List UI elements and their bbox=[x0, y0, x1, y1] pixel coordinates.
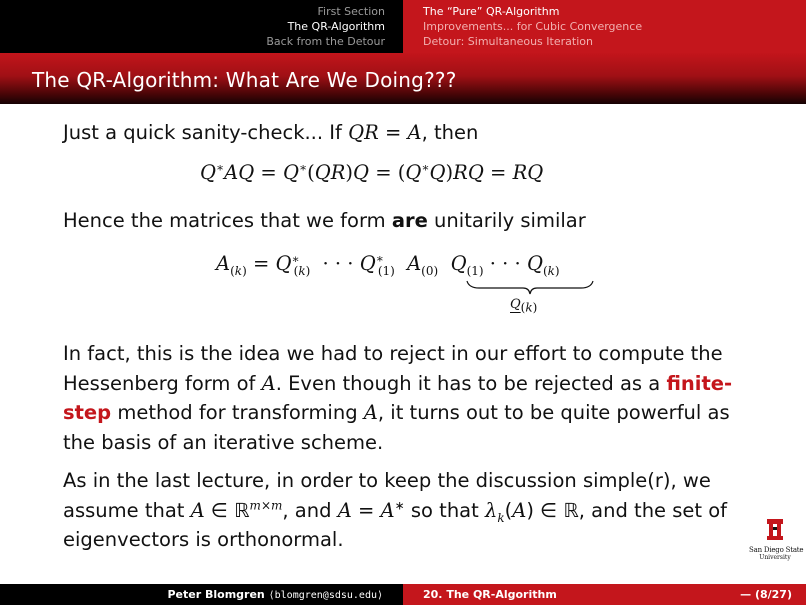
sanity-check-line: Just a quick sanity-check... If QR = A, then bbox=[63, 121, 479, 144]
nav-item-first-section[interactable]: First Section bbox=[317, 5, 385, 18]
nav-sections bbox=[0, 0, 403, 53]
sdsu-logo-icon bbox=[764, 518, 786, 542]
underbrace bbox=[465, 279, 595, 295]
equation-akplus: $A_{(k)} = Q^∗_{(k)}$ · · · $Q^∗_{(1)}$ $A_{(0)}$ $Q_{(1)}$ · · · $Q_{(k)}$ bbox=[216, 251, 560, 278]
alert-finite-step: finite-step bbox=[63, 371, 733, 424]
nav-subsections bbox=[403, 0, 806, 53]
footer-bar bbox=[0, 584, 806, 605]
hence-line: Hence the matrices that we form are unitarily similar bbox=[63, 209, 586, 232]
logo-text-2: University bbox=[759, 554, 791, 561]
footer-left bbox=[0, 584, 403, 605]
logo-text-1: San Diego State bbox=[749, 546, 804, 554]
nav-item-qr-algorithm[interactable]: The QR-Algorithm bbox=[287, 20, 385, 33]
nav-item-back-from-detour[interactable]: Back from the Detour bbox=[266, 35, 385, 48]
footer-section: 20. The QR-Algorithm bbox=[423, 588, 557, 601]
underbrace-label: $Q_{(k)}$ bbox=[510, 297, 538, 315]
footer-page-number: — (8/27) bbox=[740, 588, 792, 601]
nav-item-detour[interactable]: Detour: Simultaneous Iteration bbox=[423, 35, 593, 48]
footer-email: ⟨blomgren@sdsu.edu⟩ bbox=[268, 590, 383, 601]
equation-similarity: Q∗AQ = Q∗(QR)Q = (Q∗Q)RQ = RQ bbox=[200, 160, 544, 184]
footer-right bbox=[403, 584, 806, 605]
frame-title: The QR-Algorithm: What Are We Doing??? bbox=[32, 68, 457, 92]
frame-title-bar bbox=[0, 53, 806, 104]
top-navigation bbox=[0, 0, 806, 53]
nav-item-improvements[interactable]: Improvements... for Cubic Convergence bbox=[423, 20, 643, 33]
paragraph-assumptions: As in the last lecture, in order to keep the discussion simple(r), we assume that A ∈ ℝ$^{m\times m}$, and A = A∗ so that $\lambda_k(A)$ ∈ ℝ, and the set of eigenvectors is orthonormal. bbox=[63, 469, 728, 551]
emphasis-are: are bbox=[391, 209, 428, 232]
math-qr-equals-a: QR bbox=[348, 121, 379, 144]
sdsu-logo bbox=[749, 518, 804, 568]
paragraph-finite-step: In fact, this is the idea we had to reject in our effort to compute the Hessenberg form of A. Even though it has to be rejected as a finite-step method for transforming A, it turns out to be quite powerful as the basis of an iterative scheme. bbox=[63, 342, 733, 454]
footer-author: Peter Blomgren ⟨blomgren@sdsu.edu⟩ bbox=[167, 588, 383, 601]
nav-item-pure-qr[interactable]: The “Pure” QR-Algorithm bbox=[423, 5, 560, 18]
